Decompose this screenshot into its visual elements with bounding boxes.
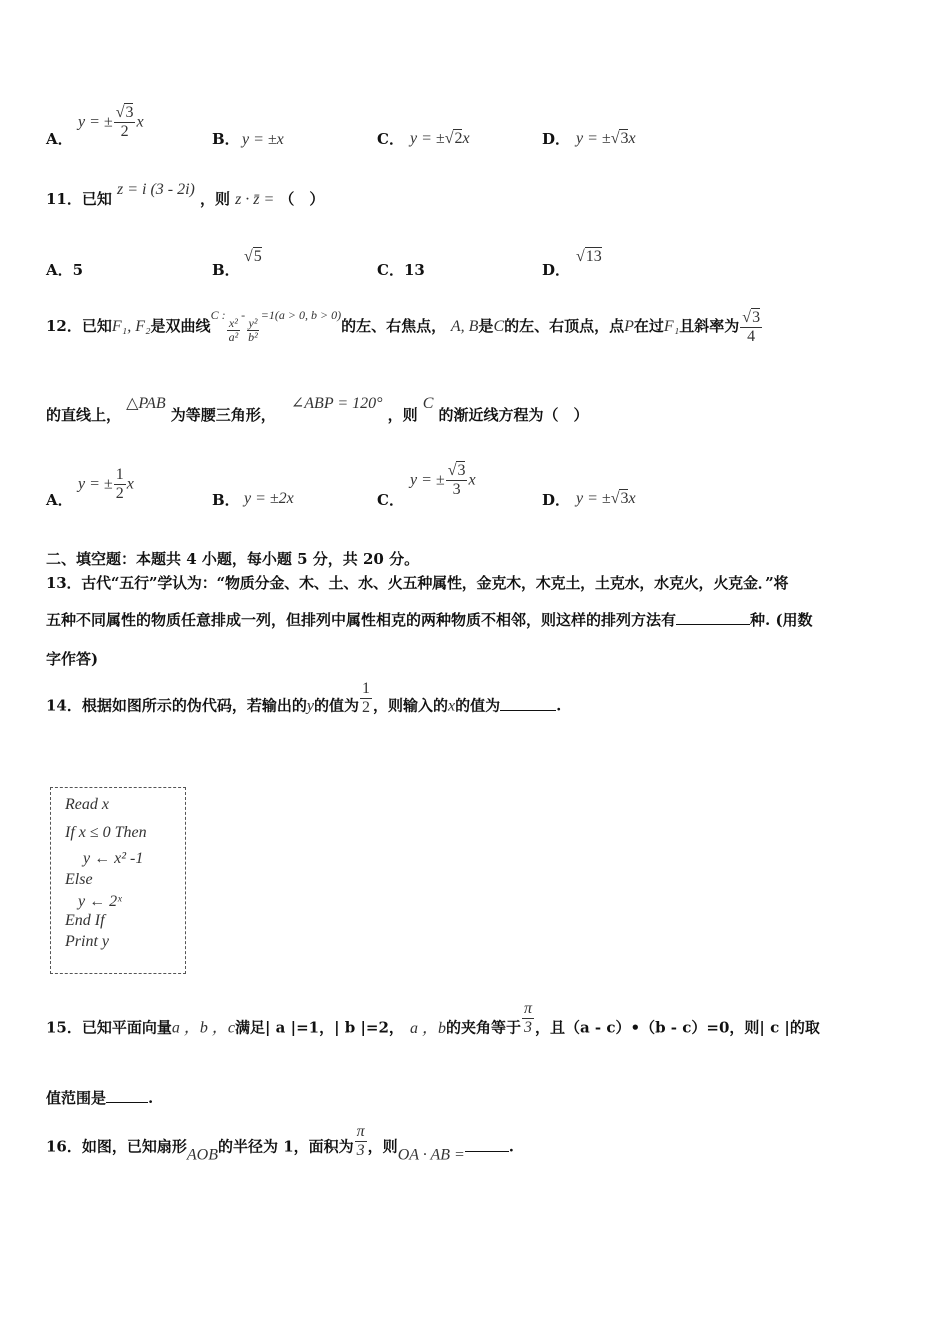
q14-stem: 14．根据如图所示的伪代码，若输出的y的值为 $\frac{1}{2}$ ，则输入的x的值为 . <box>46 680 562 716</box>
q16-answer-blank[interactable] <box>465 1137 509 1152</box>
q13-line1: 13．古代“五行”学认为：“物质分金、木、土、水、火五种属性，金克木，木克土，土克水，水克火，火克金．”将 <box>46 574 789 592</box>
q16-stem: 16．如图，已知扇形AOB的半径为 1，面积为 $\frac{\pi}{3}$ ，则OA · AB = . <box>46 1123 515 1164</box>
q12-option-b-formula: y = ±2x <box>244 490 294 507</box>
q10-option-c-label: C． <box>377 130 404 148</box>
q11-option-b-label: B． <box>212 261 240 279</box>
q13-line3: 字作答) <box>46 650 99 668</box>
q11-stem: 11．已知 z = i (3 - 2i) ，则 z · z̄ = （ ） <box>46 181 325 208</box>
code-line: Read x <box>65 796 109 813</box>
code-line: y ← x² -1 <box>83 850 144 867</box>
q10-option-d-formula: y = ±√3x <box>576 130 636 147</box>
q10-option-d-label: D． <box>542 130 571 148</box>
code-line: Else <box>65 871 93 888</box>
q12-option-c-label: C． <box>377 491 404 509</box>
q10-option-b-label: B． <box>212 130 240 148</box>
q12-option-d-formula: y = ±√3x <box>576 490 636 507</box>
q10-option-c-formula: y = ±√2x <box>410 130 470 147</box>
pseudo-code-box <box>50 787 186 974</box>
q11-option-d-formula: √13 <box>576 248 602 265</box>
code-line: Print y <box>65 933 109 950</box>
q11-option-d-label: D． <box>542 261 571 279</box>
code-line: If x ≤ 0 Then <box>65 824 147 841</box>
q15-answer-blank[interactable] <box>106 1088 148 1103</box>
q12-stem-line2: 的直线上， △PAB 为等腰三角形， ∠ABP = 120° ，则 C 的渐近线方程为（ ） <box>46 395 589 424</box>
q14-answer-blank[interactable] <box>500 696 556 711</box>
q12-stem-line1: 12．已知F₁, F₂是双曲线$^{C :}$ $\frac{\text{x²}}{\text{a²}}$ - $\frac{\text{y²}}{\text{b²}}$ $^{=1(a > 0, b > 0)}$的左、右焦点， A, B是C的左、右顶点，点P在过F₁且斜率为 $\frac{√3}{4}$ <box>46 308 761 345</box>
q12-option-c-formula: y = ± $\frac{√3}{3}$ x <box>410 462 476 498</box>
q11-option-c: C．13 <box>377 261 425 279</box>
q11-option-a: A．5 <box>46 261 84 279</box>
q12-option-d-label: D． <box>542 491 571 509</box>
code-line: End If <box>65 912 105 929</box>
q12-option-a-formula: y = ± $\frac{1}{2}$ x <box>78 466 134 502</box>
q13-answer-blank[interactable] <box>676 610 750 625</box>
q10-option-a-formula: y = ± $\frac{√3}{2}$ x <box>78 104 144 140</box>
q11-option-b-formula: √5 <box>244 248 262 265</box>
code-line: y ← 2ˣ <box>78 893 122 910</box>
q12-option-b-label: B． <box>212 491 240 509</box>
q13-line2: 五种不同属性的物质任意排成一列，但排列中属性相克的两种物质不相邻，则这样的排列方法有 种. (用数 <box>46 611 813 629</box>
q15-stem-line2: 值范围是 . <box>46 1089 154 1107</box>
q15-stem-line1: 15．已知平面向量a ，b ，c满足| a |=1，| b |=2， a ，b的夹角等于 $\frac{\pi}{3}$ ，且（a - c）•（b - c）=0，则| c |的取 <box>46 1000 820 1037</box>
q10-option-a-label: A． <box>46 130 73 148</box>
q10-option-b-formula: y = ±x <box>242 131 284 148</box>
section-heading-fill-in: 二、填空题：本题共 4 小题，每小题 5 分，共 20 分。 <box>46 550 420 568</box>
q12-option-a-label: A． <box>46 491 73 509</box>
